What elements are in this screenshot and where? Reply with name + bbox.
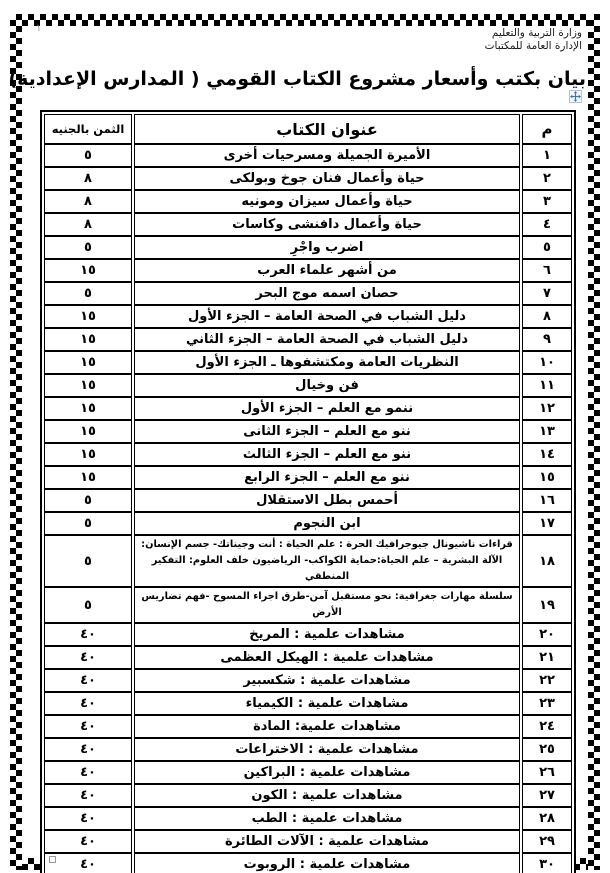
- book-title-cell: اضرب واجْرِ: [134, 236, 520, 259]
- book-title-cell: دليل الشباب في الصحة العامة – الجزء الأول: [134, 305, 520, 328]
- table-row: [44, 535, 572, 587]
- book-table-body: [44, 144, 572, 873]
- book-price-cell: ٤٠: [44, 715, 132, 738]
- book-number-cell: ١٨: [522, 535, 572, 587]
- table-row: [44, 489, 572, 512]
- book-price-cell: ١٥: [44, 420, 132, 443]
- book-title-cell: ننمو مع العلم – الجزء الأول: [134, 397, 520, 420]
- book-number-cell: ١١: [522, 374, 572, 397]
- table-row: [44, 761, 572, 784]
- column-header-price: الثمن بالجنيه: [44, 114, 132, 144]
- book-price-cell: ١٥: [44, 259, 132, 282]
- book-price-cell: ١٥: [44, 328, 132, 351]
- table-row: [44, 190, 572, 213]
- book-title-cell: مشاهدات علمية : الروبوت: [134, 853, 520, 873]
- book-title-cell: النظريات العامة ومكتشفوها ـ الجزء الأول: [134, 351, 520, 374]
- book-title-cell: فن وخيال: [134, 374, 520, 397]
- book-title-cell: ابن النجوم: [134, 512, 520, 535]
- book-number-cell: ١٧: [522, 512, 572, 535]
- department-name: الإدارة العامة للمكتبات: [484, 40, 582, 52]
- book-price-cell: ٥: [44, 489, 132, 512]
- book-number-cell: ٣٠: [522, 853, 572, 873]
- book-title-cell: حياة وأعمال سيزان ومونيه: [134, 190, 520, 213]
- table-row: [44, 213, 572, 236]
- table-row: [44, 328, 572, 351]
- book-number-cell: ١٥: [522, 466, 572, 489]
- table-row: [44, 144, 572, 167]
- table-row: [44, 623, 572, 646]
- book-number-cell: ١٩: [522, 587, 572, 623]
- table-row: [44, 443, 572, 466]
- page-border-right: [588, 14, 600, 870]
- book-title-cell: مشاهدات علمية : شكسبير: [134, 669, 520, 692]
- book-number-cell: ١٦: [522, 489, 572, 512]
- table-row: [44, 466, 572, 489]
- book-number-cell: ٧: [522, 282, 572, 305]
- book-title-cell: حياة وأعمال دافنشى وكاسات: [134, 213, 520, 236]
- book-title-cell: مشاهدات علمية : البراكين: [134, 761, 520, 784]
- book-title-cell: من أشهر علماء العرب: [134, 259, 520, 282]
- table-row: [44, 374, 572, 397]
- book-title-cell: دليل الشباب في الصحة العامة – الجزء الثاني: [134, 328, 520, 351]
- book-price-cell: ٤٠: [44, 830, 132, 853]
- book-price-cell: ٥: [44, 144, 132, 167]
- book-price-cell: ٤٠: [44, 853, 132, 873]
- table-row: [44, 692, 572, 715]
- table-row: [44, 305, 572, 328]
- book-title-cell: قراءات ناشيونال جيوجرافيك الحرة : علم الحياة : أنت وجيناتك- جسم الإنسان: الآلة البشرية – علم الحياة:حماية الكواكب- الرياضيون خلف العلوم: التفكير المنطقي: [134, 535, 520, 587]
- book-title-cell: ننو مع العلم – الجزء الثالث: [134, 443, 520, 466]
- table-row: [44, 167, 572, 190]
- table-move-handle[interactable]: [569, 90, 582, 103]
- book-price-cell: ٤٠: [44, 623, 132, 646]
- document-title: بيان بكتب وأسعار مشروع الكتاب القومي ( المدارس الإعدادية): [8, 68, 586, 90]
- book-title-cell: أحمس بطل الاستقلال: [134, 489, 520, 512]
- book-title-cell: حياة وأعمال فنان جوخ وبولكى: [134, 167, 520, 190]
- ministry-name: وزارة التربية والتعليم: [491, 27, 582, 39]
- book-number-cell: ١٤: [522, 443, 572, 466]
- book-title-cell: الأميرة الجميلة ومسرحيات أخرى: [134, 144, 520, 167]
- table-row: [44, 397, 572, 420]
- book-title-cell: مشاهدات علمية: المادة: [134, 715, 520, 738]
- book-title-cell: مشاهدات علمية : الكون: [134, 784, 520, 807]
- book-number-cell: ٢٢: [522, 669, 572, 692]
- book-price-cell: ١٥: [44, 466, 132, 489]
- book-number-cell: ٢: [522, 167, 572, 190]
- book-price-cell: ٤٠: [44, 692, 132, 715]
- table-row: [44, 512, 572, 535]
- book-title-cell: مشاهدات علمية : المريخ: [134, 623, 520, 646]
- table-row: [44, 646, 572, 669]
- book-title-cell: حصان اسمه موج البحر: [134, 282, 520, 305]
- book-price-cell: ٥: [44, 236, 132, 259]
- book-number-cell: ١٠: [522, 351, 572, 374]
- book-title-cell: ننو مع العلم – الجزء الثانى: [134, 420, 520, 443]
- book-price-cell: ٤٠: [44, 784, 132, 807]
- book-price-cell: ١٥: [44, 397, 132, 420]
- page-border-top: [10, 14, 600, 26]
- table-row: [44, 807, 572, 830]
- book-title-cell: مشاهدات علمية : الهيكل العظمى: [134, 646, 520, 669]
- book-number-cell: ٢٦: [522, 761, 572, 784]
- book-number-cell: ٥: [522, 236, 572, 259]
- book-price-cell: ٨: [44, 190, 132, 213]
- book-number-cell: ٣: [522, 190, 572, 213]
- book-price-cell: ٤٠: [44, 761, 132, 784]
- table-row: [44, 587, 572, 623]
- book-title-cell: مشاهدات علمية : الآلات الطائرة: [134, 830, 520, 853]
- four-way-arrow-icon: [570, 91, 581, 102]
- book-price-cell: ٨: [44, 167, 132, 190]
- book-number-cell: ١٣: [522, 420, 572, 443]
- table-row: [44, 738, 572, 761]
- book-number-cell: ٨: [522, 305, 572, 328]
- table-row: [44, 669, 572, 692]
- book-title-cell: مشاهدات علمية : الكيمياء: [134, 692, 520, 715]
- column-header-title: عنوان الكتاب: [134, 114, 520, 144]
- table-resize-handle[interactable]: [49, 856, 56, 863]
- table-row: [44, 853, 572, 873]
- book-price-cell: ٤٠: [44, 807, 132, 830]
- book-number-cell: ٦: [522, 259, 572, 282]
- page-number: ١: [36, 23, 42, 34]
- table-row: [44, 282, 572, 305]
- book-price-table-frame: [40, 110, 576, 873]
- book-price-cell: ٥: [44, 512, 132, 535]
- book-price-cell: ٥: [44, 535, 132, 587]
- book-number-cell: ٢٨: [522, 807, 572, 830]
- table-row: [44, 784, 572, 807]
- book-title-cell: مشاهدات علمية : الاختراعات: [134, 738, 520, 761]
- table-row: [44, 420, 572, 443]
- organization-header: [485, 27, 582, 53]
- book-price-table: [42, 114, 574, 873]
- book-number-cell: ٢١: [522, 646, 572, 669]
- book-number-cell: ١: [522, 144, 572, 167]
- table-header-row: [44, 114, 572, 144]
- book-title-cell: سلسلة مهارات جغرافية: نحو مستقبل آمن-طرق اجراء المسوح -فهم تضاريس الأرض: [134, 587, 520, 623]
- book-number-cell: ٢٩: [522, 830, 572, 853]
- book-number-cell: ٢٥: [522, 738, 572, 761]
- book-number-cell: ٢٧: [522, 784, 572, 807]
- table-row: [44, 236, 572, 259]
- book-price-cell: ٤٠: [44, 646, 132, 669]
- book-number-cell: ١٢: [522, 397, 572, 420]
- book-price-cell: ١٥: [44, 443, 132, 466]
- book-number-cell: ٢٤: [522, 715, 572, 738]
- book-price-cell: ٤٠: [44, 669, 132, 692]
- book-price-cell: ٥: [44, 282, 132, 305]
- table-row: [44, 351, 572, 374]
- table-row: [44, 259, 572, 282]
- book-number-cell: ٤: [522, 213, 572, 236]
- book-price-cell: ٥: [44, 587, 132, 623]
- book-number-cell: ٢٣: [522, 692, 572, 715]
- book-title-cell: مشاهدات علمية : الطب: [134, 807, 520, 830]
- column-header-number: م: [522, 114, 572, 144]
- book-price-cell: ١٥: [44, 374, 132, 397]
- book-price-cell: ١٥: [44, 305, 132, 328]
- book-number-cell: ٢٠: [522, 623, 572, 646]
- table-row: [44, 715, 572, 738]
- book-title-cell: ننو مع العلم – الجزء الرابع: [134, 466, 520, 489]
- table-row: [44, 830, 572, 853]
- book-price-cell: ٤٠: [44, 738, 132, 761]
- book-price-cell: ٨: [44, 213, 132, 236]
- book-price-cell: ١٥: [44, 351, 132, 374]
- book-number-cell: ٩: [522, 328, 572, 351]
- page-border-left: [10, 14, 22, 870]
